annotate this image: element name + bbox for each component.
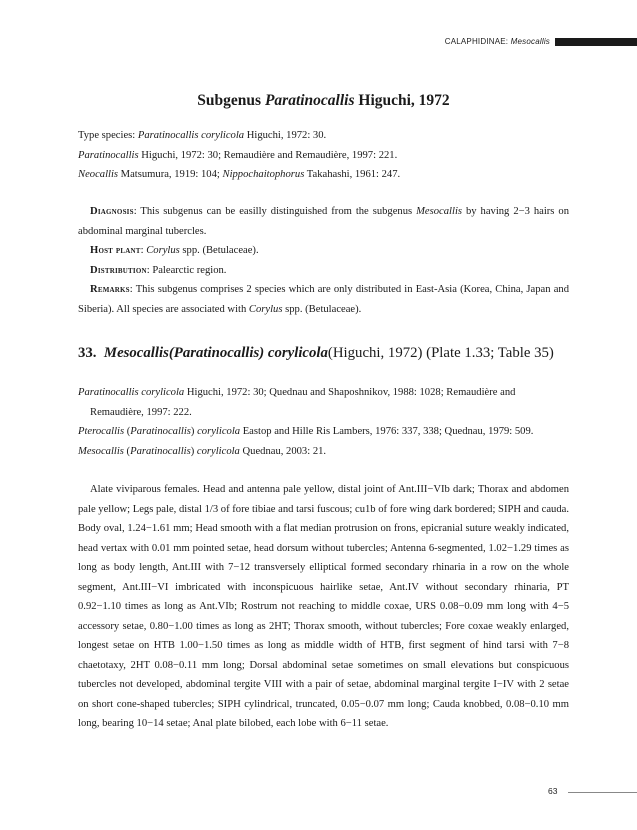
species-synonymy: [78, 383, 569, 461]
diagnosis-text1: : This subgenus can be easilly distinguished from the subgenus: [133, 206, 417, 217]
running-header-text: [445, 36, 550, 48]
footer-rule: [568, 792, 637, 793]
species-syn-line-3: [78, 442, 569, 462]
s2-ref: Eastop and Hille Ris Lambers, 1976: 337, 338; Quednau, 1979: 509.: [240, 426, 534, 437]
species-subgenus: (Paratinocallis): [168, 345, 265, 361]
distribution-paragraph: [78, 261, 569, 281]
type-label: Type species:: [78, 130, 138, 141]
species-syn-line-1b: [78, 403, 569, 423]
host-label: Host plant: [90, 245, 141, 256]
distribution-label: Distribution: [90, 264, 147, 276]
s3-paren-open: (: [123, 445, 131, 457]
species-syn-line-2: [78, 422, 569, 442]
species-syn-line-1: [78, 383, 569, 403]
subgenus-prefix: Subgenus: [197, 92, 265, 109]
type-name: Paratinocallis corylicola: [137, 130, 245, 141]
synonym-line-2: [78, 165, 569, 185]
s3-genus: Mesocallis: [78, 445, 124, 457]
distribution-text: : Palearctic region.: [146, 264, 227, 276]
subgenus-name: Paratinocallis: [264, 92, 355, 109]
diagnosis-paragraph: [78, 202, 569, 241]
s2-subgenus: Paratinocallis: [130, 426, 191, 437]
s1-ref: Higuchi, 1972: 30; Quednau and Shaposhnikov, 1988: 1028; Remaudière and: [184, 387, 516, 398]
subgenus-notes: [78, 202, 569, 319]
species-genus: Mesocallis: [103, 345, 169, 361]
s3-subgenus: Paratinocallis: [130, 445, 191, 457]
remarks-label: Remarks: [90, 284, 130, 295]
page-number: 63: [548, 786, 558, 796]
s1-name: Paratinocallis corylicola: [78, 387, 185, 398]
species-title: [78, 343, 569, 363]
s1-ref2: Remaudière, 1997: 222.: [90, 406, 192, 418]
header-bar: [555, 38, 637, 46]
s3-epithet: corylicola: [196, 445, 240, 457]
host-sep: :: [140, 245, 147, 256]
syn1-ref: Higuchi, 1972: 30; Remaudière and Remaudière, 1997: 221.: [138, 149, 398, 161]
diagnosis-text2: by having 2−3 hairs on abdominal marginal tubercles.: [78, 206, 569, 237]
syn2-ref: Takahashi, 1961: 247.: [304, 169, 401, 180]
syn1-name: Paratinocallis: [78, 149, 139, 161]
subgenus-title: [78, 91, 569, 111]
syn2-name: Neocallis: [78, 169, 119, 180]
s3-ref: Quednau, 2003: 21.: [239, 445, 327, 457]
host-genus: Corylus: [146, 245, 180, 256]
s2-genus: Pterocallis: [78, 426, 125, 437]
remarks-paragraph: [78, 280, 569, 319]
s2-paren-close: ): [190, 426, 198, 437]
remarks-text2: spp. (Betulaceae).: [282, 303, 362, 315]
host-text: spp. (Betulaceae).: [179, 245, 259, 256]
description-paragraph: Alate viviparous females. Head and antenna pale yellow, distal joint of Ant.III−VIb dark; Thorax and abdomen pale yellow; Legs pale, distal 1/3 of fore tibiae and tarsi fuscous; cu1b of fore wing dark bordered; SIPH and cauda. Body oval, 1.24−1.61 mm; Head smooth with a flat median protrusion on frons, epicranial suture weakly indicated, head vertax with 0.01 mm pointed setae, head dorsum without tubercles; Antenna 6-segmented, 1.02−1.29 times as long as body length, Ant.III with 7−12 transversely elliptical formed secondary rhinaria in a row on the whole segment, Ant.III−VI imbricated with inconspicuous hairlike setae, Ant.IV without secondary rhinaria, PT 0.92−1.10 times as long as Ant.VIb; Rostrum not reaching to middle coxae, URS 0.08−0.09 mm long with 4−5 accessory setae, 0.80−1.00 times as long as 2HT; Thorax smooth, without tubercles; Fore coxae weakly enlarged, longest setae on HTB 1.00−1.50 times as long as middle width of HTB, first segment of hind tarsi with 7−8 chaetotaxy, 2HT 0.08−0.11 mm long; Dorsal abdominal setae sometimes on small elevations but conspicuous tubercles not developed, abdominal tergite VIII with a pair of setae, abdominal marginal tergite I−IV with 2 setae on short cone-shaped tubercles; SIPH cylindrical, truncated, 0.05−0.07 mm long; Cauda knobbed, 0.08−0.10 mm long, bearing 10−14 setae; Anal plate bilobed, each lobe with 6−11 setae.: [78, 484, 569, 729]
s2-paren-open: (: [124, 426, 131, 437]
remarks-genus: Corylus: [248, 303, 283, 315]
species-rest: (Higuchi, 1972) (Plate 1.33; Table 35): [327, 345, 554, 361]
description-block: [78, 480, 569, 734]
header-genus: Mesocallis: [510, 37, 550, 46]
s2-epithet: corylicola: [197, 426, 241, 437]
syn2-name2: Nippochaitophorus: [222, 169, 305, 180]
header-family: CALAPHIDINAE:: [444, 37, 511, 46]
synonym-line-1: [78, 146, 569, 166]
subgenus-synonymy: [78, 126, 569, 185]
species-epithet: corylicola: [267, 345, 328, 361]
subgenus-author: Higuchi, 1972: [354, 92, 450, 109]
remarks-text1: : This subgenus comprises 2 species which are only distributed in East-Asia (Korea, China, Japan and Siberia). All species are associated with: [78, 284, 569, 315]
running-header: [0, 36, 637, 50]
species-number: 33.: [78, 345, 97, 361]
type-species-line: [78, 126, 569, 146]
host-plant-paragraph: [78, 241, 569, 261]
type-ref: Higuchi, 1972: 30.: [244, 130, 327, 141]
diagnosis-label: Diagnosis: [90, 206, 134, 217]
syn2-mid: Matsumura, 1919: 104;: [118, 169, 223, 180]
diagnosis-genus: Mesocallis: [416, 206, 463, 217]
s3-paren-close: ): [190, 445, 197, 457]
